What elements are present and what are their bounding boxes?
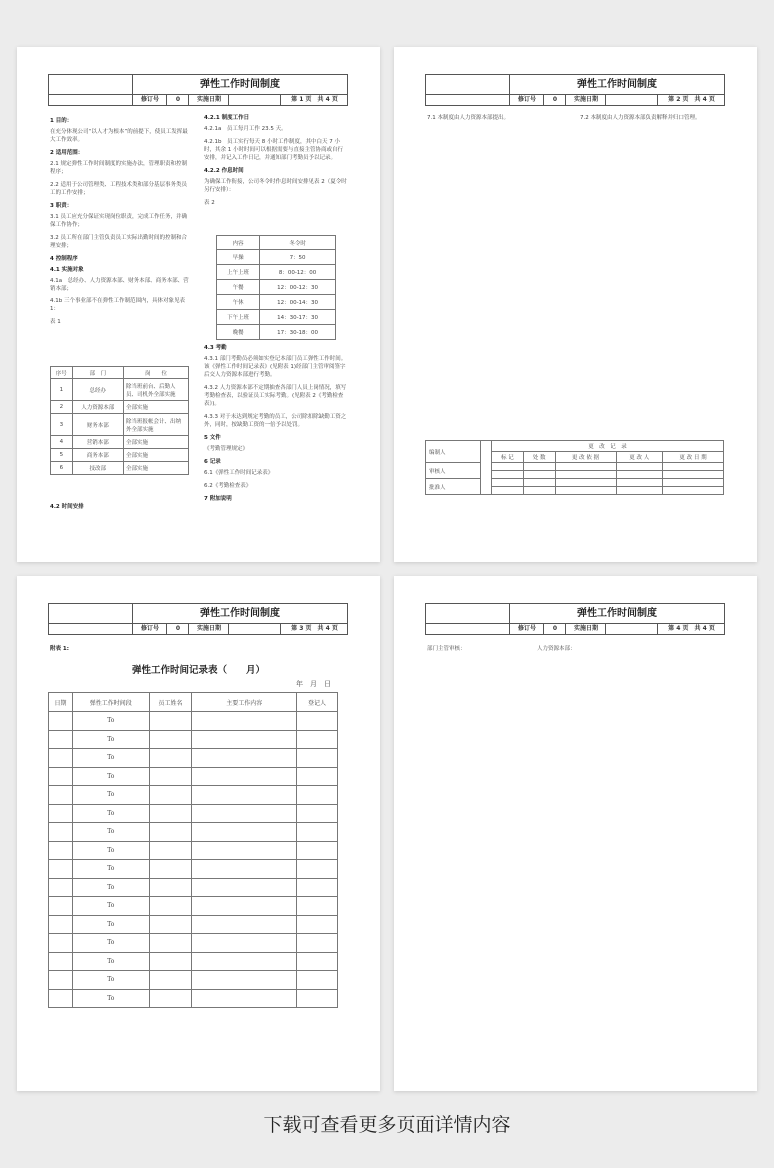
editor-label: 编制人 [426, 441, 481, 463]
schedule-table [216, 235, 336, 340]
table-header-cell: 登记人 [297, 693, 338, 712]
table-header-cell: 内容 [217, 236, 260, 250]
document-title: 弹性工作时间制度 [200, 608, 280, 619]
table-cell: 早操 [217, 250, 260, 265]
section-heading: 6 记录 [204, 458, 221, 465]
revision-label: 修订号 [132, 95, 167, 105]
effective-date-label: 实施日期 [188, 95, 229, 105]
table-cell: 商务本部 [72, 449, 123, 462]
paragraph: 表 2 [204, 199, 215, 206]
table-cell[interactable] [149, 934, 192, 953]
document-page-1 [17, 47, 380, 562]
table-cell[interactable] [192, 767, 297, 786]
table-row [51, 449, 189, 462]
page-number: 第 3 页 共 4 页 [280, 624, 348, 634]
table-cell: 17：30-18：00 [260, 325, 336, 340]
paragraph: 4.1a 总经办、人力资源本部、财务本部、商务本部、营销本部； [50, 277, 189, 292]
table-row [51, 379, 189, 401]
table-row [49, 934, 338, 953]
table-row [51, 436, 189, 449]
paragraph: 6.1《弹性工作时间记录表》 [204, 469, 274, 476]
approver-label: 批准人 [426, 479, 481, 495]
table-row [49, 767, 338, 786]
table-cell: 12：00-12：30 [260, 280, 336, 295]
table-cell[interactable] [192, 823, 297, 842]
table-cell[interactable]: To [73, 934, 150, 953]
table-cell: 全部实施 [124, 462, 189, 475]
table-cell[interactable] [297, 804, 338, 823]
table-cell[interactable] [149, 767, 192, 786]
table-row [217, 295, 336, 310]
form-title: 弹性工作时间记录表（ 月） [131, 665, 265, 676]
paragraph: 《考勤管理规定》 [204, 445, 249, 452]
table-row [49, 841, 338, 860]
table-cell[interactable] [149, 823, 192, 842]
table-cell[interactable] [297, 989, 338, 1008]
table-row [217, 280, 336, 295]
table-cell[interactable] [192, 841, 297, 860]
table-cell[interactable] [49, 934, 73, 953]
table-cell[interactable]: To [73, 786, 150, 805]
table-cell[interactable]: To [73, 897, 150, 916]
table-cell[interactable] [49, 712, 73, 731]
form-date-line: 年 月 日 [296, 680, 331, 688]
section-body-left [50, 118, 190, 332]
table-cell[interactable] [149, 841, 192, 860]
table-row [49, 786, 338, 805]
table-row [217, 250, 336, 265]
revision-value: 0 [166, 95, 189, 105]
page-number: 第 1 页 共 4 页 [280, 95, 348, 105]
table-cell[interactable] [49, 730, 73, 749]
table-cell[interactable] [297, 786, 338, 805]
table-cell[interactable] [192, 952, 297, 971]
paragraph: 4.3.3 对于未达到规定考勤的员工，公司除扣除缺勤工资之外，同时，按缺勤工资的一倍予以处罚。 [204, 413, 347, 428]
section-heading: 2 适用范围： [50, 149, 84, 156]
appendix-label: 附表 1: [50, 646, 69, 652]
table-cell[interactable]: To [73, 823, 150, 842]
section-heading: 7 附加说明 [204, 495, 232, 502]
paragraph: 4.2.1a 员工每月工作 23.5 天。 [204, 125, 287, 132]
table-header-cell: 序号 [51, 367, 73, 379]
table-cell[interactable] [149, 860, 192, 879]
table-cell[interactable] [49, 878, 73, 897]
paragraph: 2.1 规定弹性工作时间制度的实施办法，管理职责和控制程序； [50, 160, 187, 175]
table-cell[interactable] [49, 841, 73, 860]
table-row [51, 401, 189, 414]
table-cell[interactable]: To [73, 749, 150, 768]
revision-label: 修订号 [509, 95, 544, 105]
table-cell: 8：00-12：00 [260, 265, 336, 280]
effective-date-label: 实施日期 [188, 624, 229, 634]
time-record-table [48, 692, 338, 1008]
table-row [51, 462, 189, 475]
table-cell[interactable] [149, 878, 192, 897]
table-cell[interactable] [149, 712, 192, 731]
section-heading: 5 文件 [204, 434, 221, 441]
table-row [49, 804, 338, 823]
document-title: 弹性工作时间制度 [577, 608, 657, 619]
table-row [49, 860, 338, 879]
table-cell[interactable] [149, 749, 192, 768]
table-cell: 总经办 [72, 379, 123, 401]
table-cell: 除当班报帐会计、出纳外全部实施 [124, 414, 189, 436]
table-row [49, 971, 338, 990]
dept-head-sign: 部门主管审核： [427, 646, 466, 652]
paragraph: 3.2 员工所在部门主管负责员工实际出勤时间的控制和合理安排； [50, 234, 187, 249]
table-cell: 下午上班 [217, 310, 260, 325]
table-cell: 12：00-14：30 [260, 295, 336, 310]
section-heading: 4.3 考勤 [204, 345, 227, 351]
page-header [425, 603, 725, 635]
section-heading: 4.2.1 制度工作日 [204, 115, 250, 121]
table-row [49, 989, 338, 1008]
table-cell[interactable] [297, 860, 338, 879]
table-cell[interactable]: To [73, 952, 150, 971]
table-cell: 7：50 [260, 250, 336, 265]
table-cell: 全部实施 [124, 401, 189, 414]
table-cell[interactable] [149, 786, 192, 805]
page-number: 第 2 页 共 4 页 [657, 95, 725, 105]
table-cell: 14：30-17：30 [260, 310, 336, 325]
section-heading: 4 控制程序 [50, 255, 78, 262]
document-title: 弹性工作时间制度 [200, 79, 280, 90]
table-cell: 人力资源本部 [72, 401, 123, 414]
table-header-cell: 弹性工作时间段 [73, 693, 150, 712]
table-row [49, 897, 338, 916]
table-cell[interactable]: To [73, 804, 150, 823]
table-cell[interactable] [192, 934, 297, 953]
table-cell[interactable]: To [73, 989, 150, 1008]
paragraph: 在充分体现公司“以人才为根本”的前提下，使员工发挥最大工作效率。 [50, 128, 188, 143]
effective-date-label: 实施日期 [565, 624, 606, 634]
table-cell: 财务本部 [72, 414, 123, 436]
section-heading: 4.2.2 作息时间 [204, 167, 244, 174]
paragraph: 表 1 [50, 319, 61, 326]
change-col-person: 更 改 人 [616, 452, 662, 463]
table-cell: 晚餐 [217, 325, 260, 340]
paragraph: 4.2.1b 员工实行每天 8 小时工作制度，其中白天 7 小时，其余 1 小时时间可以根据需要与直接主管协商或自行安排，并记入工作日记，并通知部门考勤员予以记录。 [204, 138, 343, 161]
table-cell[interactable] [149, 730, 192, 749]
table-cell[interactable]: To [73, 730, 150, 749]
change-record-table [425, 440, 724, 495]
table-header-cell: 冬令时 [260, 236, 336, 250]
table-cell[interactable] [297, 823, 338, 842]
table-row [217, 265, 336, 280]
page-header [425, 74, 725, 106]
table-cell[interactable] [49, 767, 73, 786]
revision-label: 修订号 [509, 624, 544, 634]
section-heading: 4.1 实施对象 [50, 266, 84, 273]
section-heading: 3 职责： [50, 202, 73, 209]
table-cell: 2 [51, 401, 73, 414]
table-cell[interactable] [149, 897, 192, 916]
table-cell[interactable] [297, 712, 338, 731]
table-cell: 全部实施 [124, 449, 189, 462]
table-cell[interactable] [149, 915, 192, 934]
table-cell[interactable] [192, 749, 297, 768]
table-cell[interactable] [297, 915, 338, 934]
table-cell[interactable] [49, 971, 73, 990]
paragraph: 4.1b 三个事业部不在弹性工作制范围内，具体对象见表 1： [50, 298, 185, 313]
table-cell: 上午上班 [217, 265, 260, 280]
table-cell[interactable]: To [73, 971, 150, 990]
table-cell[interactable] [297, 934, 338, 953]
change-record-title: 更 改 记 录 [492, 441, 724, 452]
document-title: 弹性工作时间制度 [577, 79, 657, 90]
paragraph: 4.3.1 部门考勤员必须如实登记本部门员工弹性工作时间。该《弹性工作时间记录表》(见附表 1)经部门主管审阅签字后交人力资源本部进行考勤。 [204, 355, 347, 378]
table-cell[interactable] [192, 897, 297, 916]
section-heading: 4.2 时间安排 [50, 504, 84, 510]
table-cell: 1 [51, 379, 73, 401]
hr-sign: 人力资源本部： [537, 646, 576, 652]
table-cell[interactable] [49, 915, 73, 934]
table-cell[interactable] [192, 730, 297, 749]
table-cell[interactable] [49, 897, 73, 916]
table-cell[interactable] [192, 971, 297, 990]
revision-value: 0 [543, 624, 566, 634]
section-heading: 1 目的： [50, 118, 73, 124]
table-cell[interactable] [49, 749, 73, 768]
paragraph: 6.2《考勤检查表》 [204, 482, 252, 489]
table-cell[interactable] [297, 841, 338, 860]
effective-date-label: 实施日期 [565, 95, 606, 105]
change-col-basis: 更 改 依 据 [555, 452, 616, 463]
section-body-right [204, 115, 347, 213]
section-body-right-2 [204, 345, 347, 507]
table-cell[interactable] [297, 971, 338, 990]
table-cell[interactable] [297, 767, 338, 786]
note-line-right: 7.2 本制度由人力资源本部负责解释并归口管理。 [580, 115, 701, 121]
table-cell[interactable]: To [73, 878, 150, 897]
table-header-cell: 部 门 [72, 367, 123, 379]
page-number: 第 4 页 共 4 页 [657, 624, 725, 634]
table-row [49, 952, 338, 971]
table-cell[interactable] [297, 749, 338, 768]
table-row [49, 915, 338, 934]
table-cell[interactable]: To [73, 712, 150, 731]
table-row [217, 325, 336, 340]
change-col-date: 更 改 日 期 [662, 452, 723, 463]
page-header [48, 603, 348, 635]
table-header-cell: 岗 位 [124, 367, 189, 379]
table-header-cell: 主要工作内容 [192, 693, 297, 712]
table-cell[interactable] [49, 952, 73, 971]
revision-label: 修订号 [132, 624, 167, 634]
change-col-mark: 标 记 [492, 452, 524, 463]
table-cell[interactable] [192, 786, 297, 805]
table-cell[interactable] [149, 971, 192, 990]
table-cell[interactable] [149, 804, 192, 823]
table-cell: 营销本部 [72, 436, 123, 449]
table-row [49, 878, 338, 897]
table-cell[interactable]: To [73, 841, 150, 860]
table-cell: 6 [51, 462, 73, 475]
revision-value: 0 [166, 624, 189, 634]
table-cell[interactable] [192, 804, 297, 823]
table-cell: 除当班前台、后勤人员、司机外全部实施 [124, 379, 189, 401]
download-caption: 下载可查看更多页面详情内容 [263, 1114, 511, 1136]
table-cell[interactable] [49, 804, 73, 823]
paragraph: 2.2 适用于公司管理类、工程技术类和部分基层事务类员工的工作安排； [50, 181, 187, 196]
document-page-2 [394, 47, 757, 562]
table-cell[interactable] [49, 786, 73, 805]
table-cell: 技改部 [72, 462, 123, 475]
table-row [51, 414, 189, 436]
table-cell: 3 [51, 414, 73, 436]
table-cell[interactable] [297, 878, 338, 897]
table-row [49, 823, 338, 842]
table-cell[interactable] [192, 989, 297, 1008]
table-cell[interactable] [297, 897, 338, 916]
department-table [50, 366, 189, 475]
document-page-3 [17, 576, 380, 1091]
table-cell: 全部实施 [124, 436, 189, 449]
table-cell: 4 [51, 436, 73, 449]
reviewer-label: 审核人 [426, 463, 481, 479]
table-row [217, 310, 336, 325]
table-cell[interactable]: To [73, 915, 150, 934]
table-header-cell: 日期 [49, 693, 73, 712]
table-cell[interactable] [49, 989, 73, 1008]
table-cell: 午餐 [217, 280, 260, 295]
table-row [49, 749, 338, 768]
table-header-cell: 员工姓名 [149, 693, 192, 712]
table-cell[interactable] [192, 915, 297, 934]
table-cell[interactable] [49, 823, 73, 842]
table-cell[interactable] [192, 860, 297, 879]
table-row [49, 712, 338, 731]
table-cell[interactable] [49, 860, 73, 879]
page-header [48, 74, 348, 106]
document-page-4 [394, 576, 757, 1091]
table-cell[interactable] [192, 712, 297, 731]
table-cell[interactable] [297, 952, 338, 971]
paragraph: 为确保工作衔接，公司冬令时作息时间安排见表 2（夏令时另行安排）： [204, 178, 347, 193]
table-cell[interactable] [149, 989, 192, 1008]
table-cell: 午休 [217, 295, 260, 310]
table-cell[interactable] [192, 878, 297, 897]
paragraph: 3.1 员工应充分保证实现岗位职责，完成工作任务，并确保工作协作； [50, 213, 187, 228]
change-col-count: 处 数 [523, 452, 555, 463]
table-cell[interactable]: To [73, 767, 150, 786]
table-cell[interactable]: To [73, 860, 150, 879]
table-row [49, 730, 338, 749]
table-cell: 5 [51, 449, 73, 462]
note-line-left: 7.1 本制度由人力资源本部提出。 [427, 115, 509, 121]
table-cell[interactable] [297, 730, 338, 749]
revision-value: 0 [543, 95, 566, 105]
paragraph: 4.3.2 人力资源本部不定期抽查各部门人员上岗情况，填写考勤检查表，以验证员工实际考勤。(见附表 2《考勤检查表》)。 [204, 384, 347, 407]
table-cell[interactable] [149, 952, 192, 971]
